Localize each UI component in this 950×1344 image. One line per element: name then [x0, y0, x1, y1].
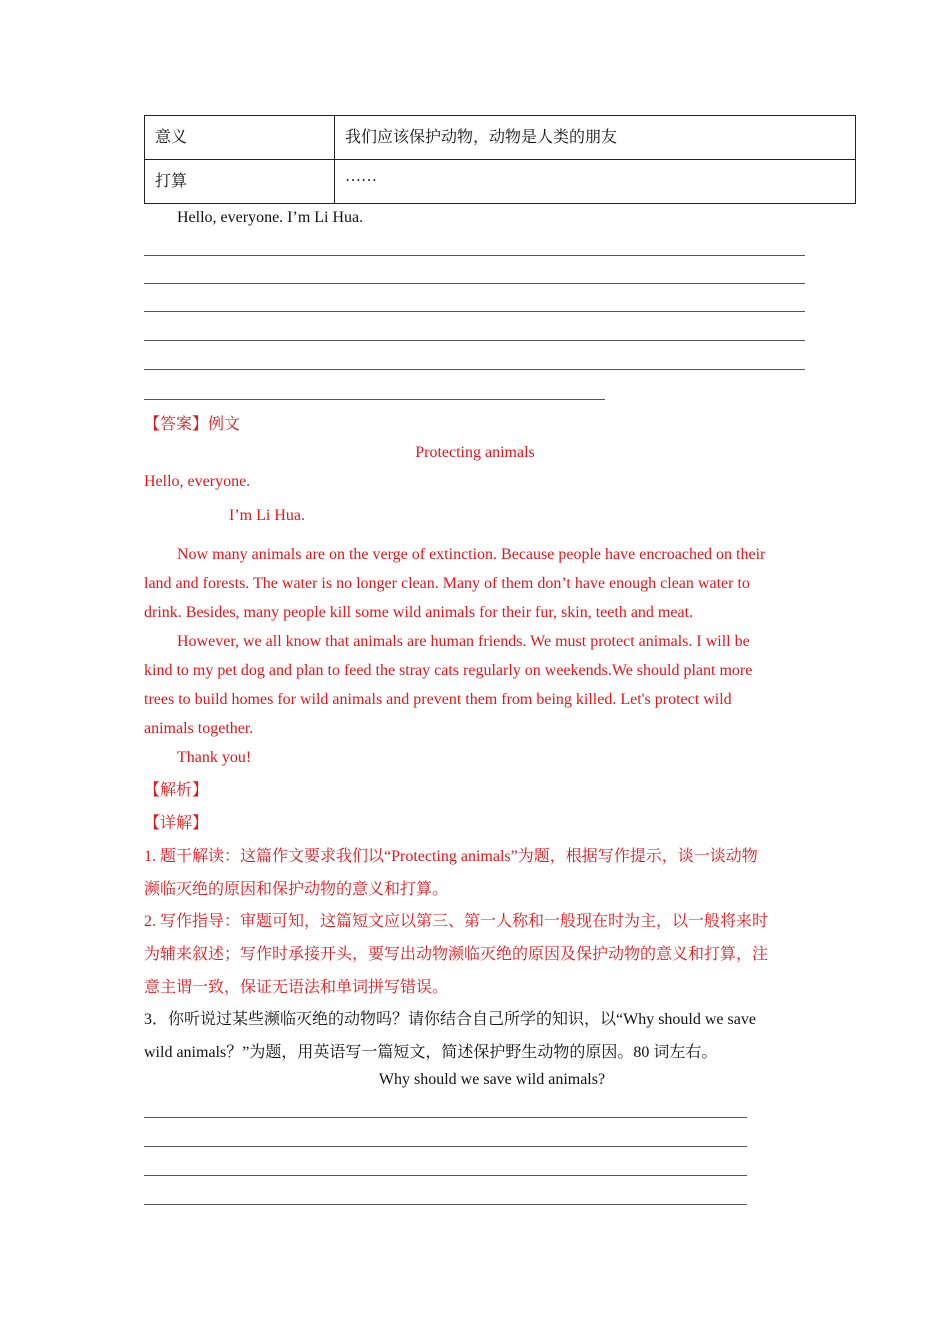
info-table	[144, 115, 856, 204]
answer-para1-line: Now many animals are on the verge of extinction. Because people have encroached on their	[177, 546, 766, 563]
analysis-point1-line: 1. 题干解读：这篇作文要求我们以“Protecting animals”为题，根据写作提示，谈一谈动物	[144, 848, 758, 865]
table-key: 打算	[145, 160, 335, 204]
prompt-opening: Hello, everyone. I’m Li Hua.	[177, 209, 364, 226]
detail-label: 【详解】	[144, 815, 209, 832]
answer-para2-line: animals together.	[144, 720, 254, 737]
answer-intro: I’m Li Hua.	[229, 507, 305, 524]
answer-label: 【答案】例文	[144, 416, 241, 433]
answer-para2-line: kind to my pet dog and plan to feed the stray cats regularly on weekends.We should plant more	[144, 662, 753, 679]
writing-line	[144, 255, 805, 256]
writing-line	[144, 1204, 747, 1205]
question3-title: Why should we save wild animals?	[378, 1071, 606, 1088]
writing-line	[144, 1146, 747, 1147]
answer-para1-line: land and forests. The water is no longer clean. Many of them don’t have enough clean water to	[144, 575, 750, 592]
answer-greeting: Hello, everyone.	[144, 473, 251, 490]
table-row	[145, 116, 856, 160]
question3-line: wild animals？”为题，用英语写一篇短文，简述保护野生动物的原因。80 词左右。	[144, 1044, 718, 1061]
answer-para2-line: trees to build homes for wild animals and prevent them from being killed. Let's protect wild	[144, 691, 732, 708]
writing-line	[144, 369, 805, 370]
answer-para1-line: drink. Besides, many people kill some wild animals for their fur, skin, teeth and meat.	[144, 604, 694, 621]
answer-para2-line: However, we all know that animals are human friends. We must protect animals. I will be	[177, 633, 750, 650]
writing-line	[144, 283, 805, 284]
answer-title: Protecting animals	[415, 444, 535, 461]
writing-line	[144, 1117, 747, 1118]
table-row	[145, 160, 856, 204]
writing-line	[144, 399, 605, 400]
writing-line	[144, 340, 805, 341]
analysis-point1-line: 濒临灭绝的原因和保护动物的意义和打算。	[144, 881, 449, 898]
question3-line: 3．你听说过某些濒临灭绝的动物吗？请你结合自己所学的知识，以“Why should we save	[144, 1011, 756, 1028]
analysis-point2-line: 2. 写作指导：审题可知，这篇短文应以第三、第一人称和一般现在时为主，以一般将来时	[144, 913, 769, 930]
writing-line	[144, 311, 805, 312]
analysis-point2-line: 为辅来叙述；写作时承接开头，要写出动物濒临灭绝的原因及保护动物的意义和打算，注	[144, 946, 769, 963]
table-value: ……	[335, 160, 856, 204]
analysis-point2-line: 意主谓一致，保证无语法和单词拼写错误。	[144, 979, 449, 996]
analysis-label: 【解析】	[144, 782, 209, 799]
answer-closing: Thank you!	[177, 749, 252, 766]
table-value: 我们应该保护动物，动物是人类的朋友	[335, 116, 856, 160]
writing-line	[144, 1175, 747, 1176]
table-key: 意义	[145, 116, 335, 160]
